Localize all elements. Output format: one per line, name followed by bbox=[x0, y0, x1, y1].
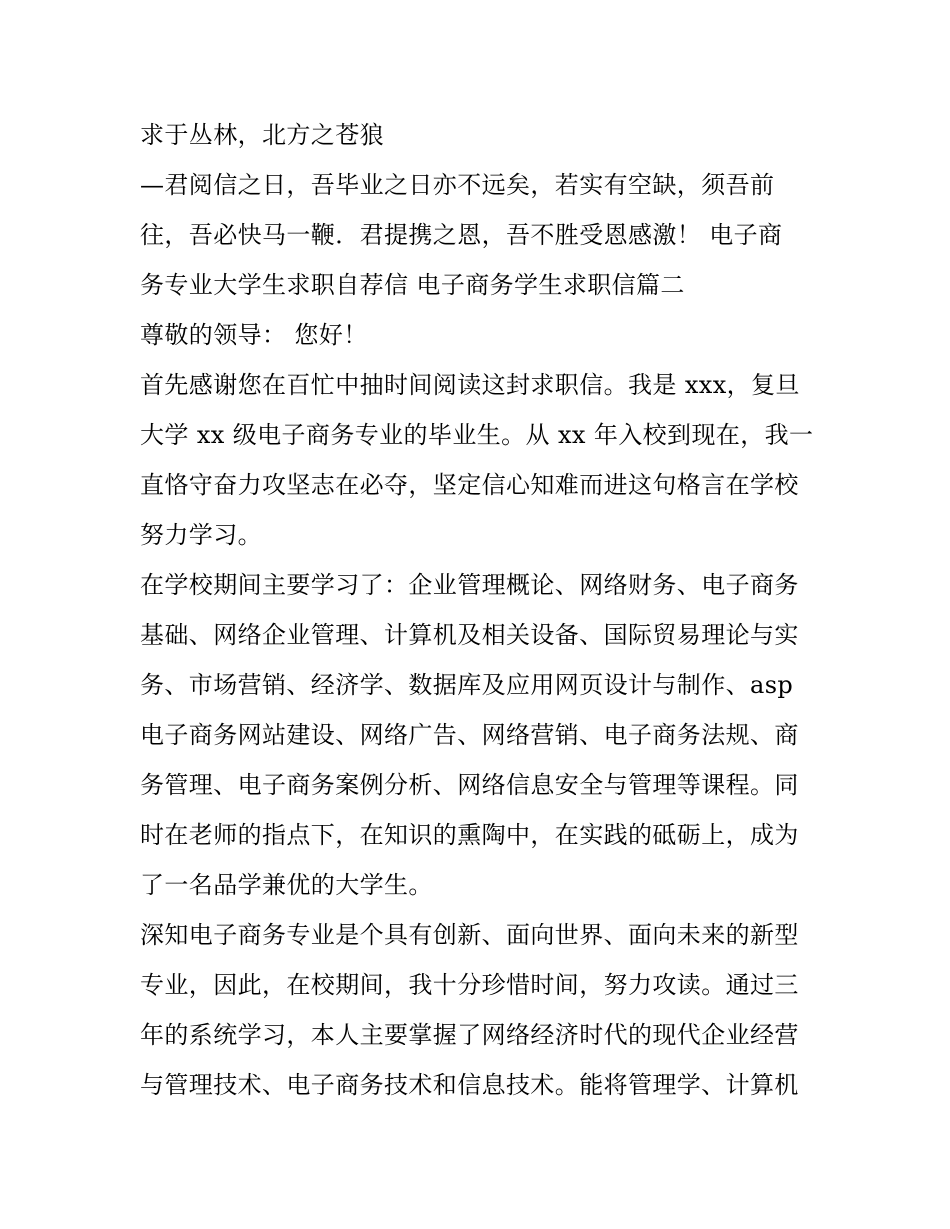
text-line: 电子商务网站建设、网络广告、网络营销、电子商务法规、商 bbox=[140, 721, 799, 749]
text-line: 与管理技术、电子商务技术和信息技术。能将管理学、计算机 bbox=[140, 1071, 799, 1099]
text-line: 务管理、电子商务案例分析、网络信息安全与管理等课程。同 bbox=[140, 771, 799, 799]
text-line: 首先感谢您在百忙中抽时间阅读这封求职信。我是 xxx，复旦 bbox=[140, 371, 800, 399]
text-line: 年的系统学习，本人主要掌握了网络经济时代的现代企业经营 bbox=[140, 1021, 799, 1049]
text-line: 往，吾必快马一鞭．君提携之恩，吾不胜受恩感激！ 电子商 bbox=[140, 221, 783, 249]
text-line: —君阅信之日，吾毕业之日亦不远矣，若实有空缺，须吾前 bbox=[140, 171, 775, 199]
text-line: 深知电子商务专业是个具有创新、面向世界、面向未来的新型 bbox=[140, 921, 799, 949]
text-line: 大学 xx 级电子商务专业的毕业生。从 xx 年入校到现在，我一 bbox=[140, 421, 814, 449]
text-line: 努力学习。 bbox=[140, 521, 262, 549]
text-line: 直恪守奋力攻坚志在必夺，坚定信心知难而进这句格言在学校 bbox=[140, 471, 799, 499]
text-line: 务、市场营销、经济学、数据库及应用网页设计与制作、asp bbox=[140, 671, 794, 699]
text-line: 专业，因此，在校期间，我十分珍惜时间，努力攻读。通过三 bbox=[140, 971, 799, 999]
text-line: 求于丛林，北方之苍狼 bbox=[140, 121, 384, 149]
text-line: 在学校期间主要学习了：企业管理概论、网络财务、电子商务 bbox=[140, 571, 799, 599]
text-line: 务专业大学生求职自荐信 电子商务学生求职信篇二 bbox=[140, 271, 685, 299]
salutation-line: 尊敬的领导： 您好！ bbox=[140, 321, 368, 349]
text-line: 时在老师的指点下，在知识的熏陶中，在实践的砥砺上，成为 bbox=[140, 821, 799, 849]
text-line: 基础、网络企业管理、计算机及相关设备、国际贸易理论与实 bbox=[140, 621, 799, 649]
text-line: 了一名品学兼优的大学生。 bbox=[140, 871, 433, 899]
document-body bbox=[140, 110, 820, 1110]
